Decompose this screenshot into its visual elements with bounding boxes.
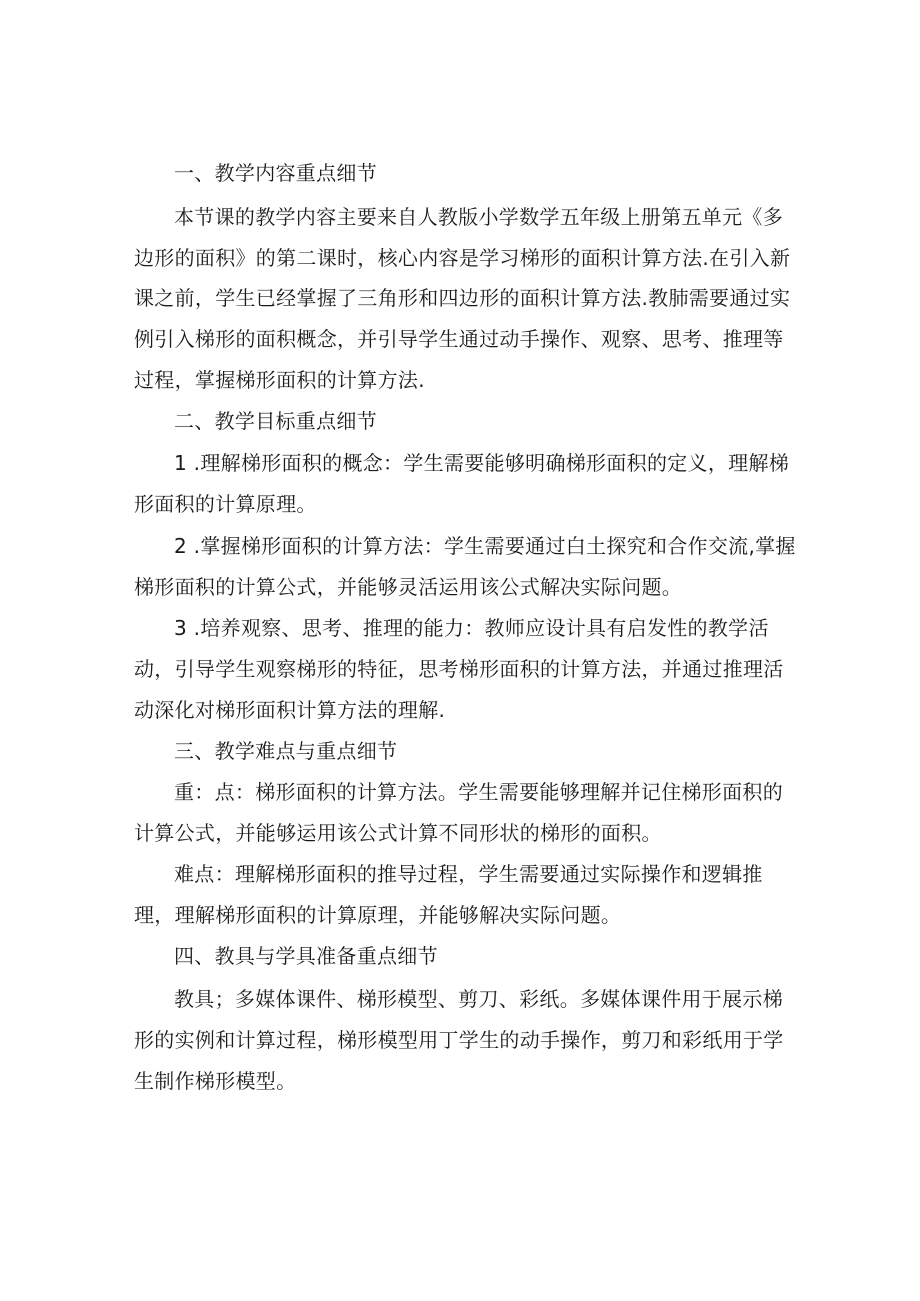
paragraph-line: 形面积的计算原理。: [134, 492, 317, 516]
section-heading-objectives: 二、教学目标重点细节: [174, 409, 377, 433]
paragraph-line: 教具；多媒体课件、梯形模型、剪刀、彩纸。多媒体课件用于展示梯: [174, 987, 783, 1011]
paragraph-line: 3 .培养观察、思考、推理的能力：教师应设计具有启发性的教学活: [174, 616, 769, 640]
section-heading-materials: 四、教具与学具准备重点细节: [174, 944, 438, 968]
paragraph-line: 动深化对梯形面积计算方法的理解.: [134, 698, 446, 722]
paragraph-line: 重：点：梯形面积的计算方法。学生需要能够理解并记住梯形面积的: [174, 780, 783, 804]
paragraph-line: 2 .掌握梯形面积的计算方法：学生需要通过白土探究和合作交流,掌握: [174, 534, 796, 558]
paragraph-line: 本节课的教学内容主要来自人教版小学数学五年级上册第五单元《多: [174, 205, 783, 229]
section-heading-difficulties: 三、教学难点与重点细节: [174, 739, 398, 763]
paragraph-line: 课之前，学生已经掌握了三角形和四边形的面积计算方法.教肺需要通过实: [134, 286, 791, 310]
paragraph-line: 理，理解梯形面积的计算原理，并能够解决实际问题。: [134, 903, 622, 927]
paragraph-line: 难点：理解梯形面积的推导过程，学生需要通过实际操作和逻辑推: [174, 862, 763, 886]
paragraph-line: 1 .理解梯形面积的概念：学生需要能够明确梯形面积的定义，理解梯: [174, 451, 790, 475]
paragraph-line: 生制作梯形模型。: [134, 1069, 297, 1093]
paragraph-line: 梯形面积的计算公式，并能够灵活运用该公式解决实际问题。: [134, 575, 683, 599]
paragraph-line: 形的实例和计算过程，梯形模型用丁学生的动手操作，剪刀和彩纸用于学: [134, 1028, 784, 1052]
paragraph-line: 边形的面积》的第二课时，核心内容是学习梯形的面积计算方法.在引入新: [134, 246, 791, 270]
section-heading-content: 一、教学内容重点细节: [174, 161, 377, 185]
paragraph-line: 例引入梯形的面积概念，并引导学生通过动手操作、观察、思考、推理等: [134, 327, 784, 351]
paragraph-line: 计算公式，并能够运用该公式计算不同形状的梯形的面积。: [134, 821, 662, 845]
paragraph-line: 动，引导学生观察梯形的特征，思考梯形面积的计算方法，并通过推理活: [134, 657, 784, 681]
paragraph-line: 过程，掌握梯形面积的计算方法.: [134, 368, 425, 392]
